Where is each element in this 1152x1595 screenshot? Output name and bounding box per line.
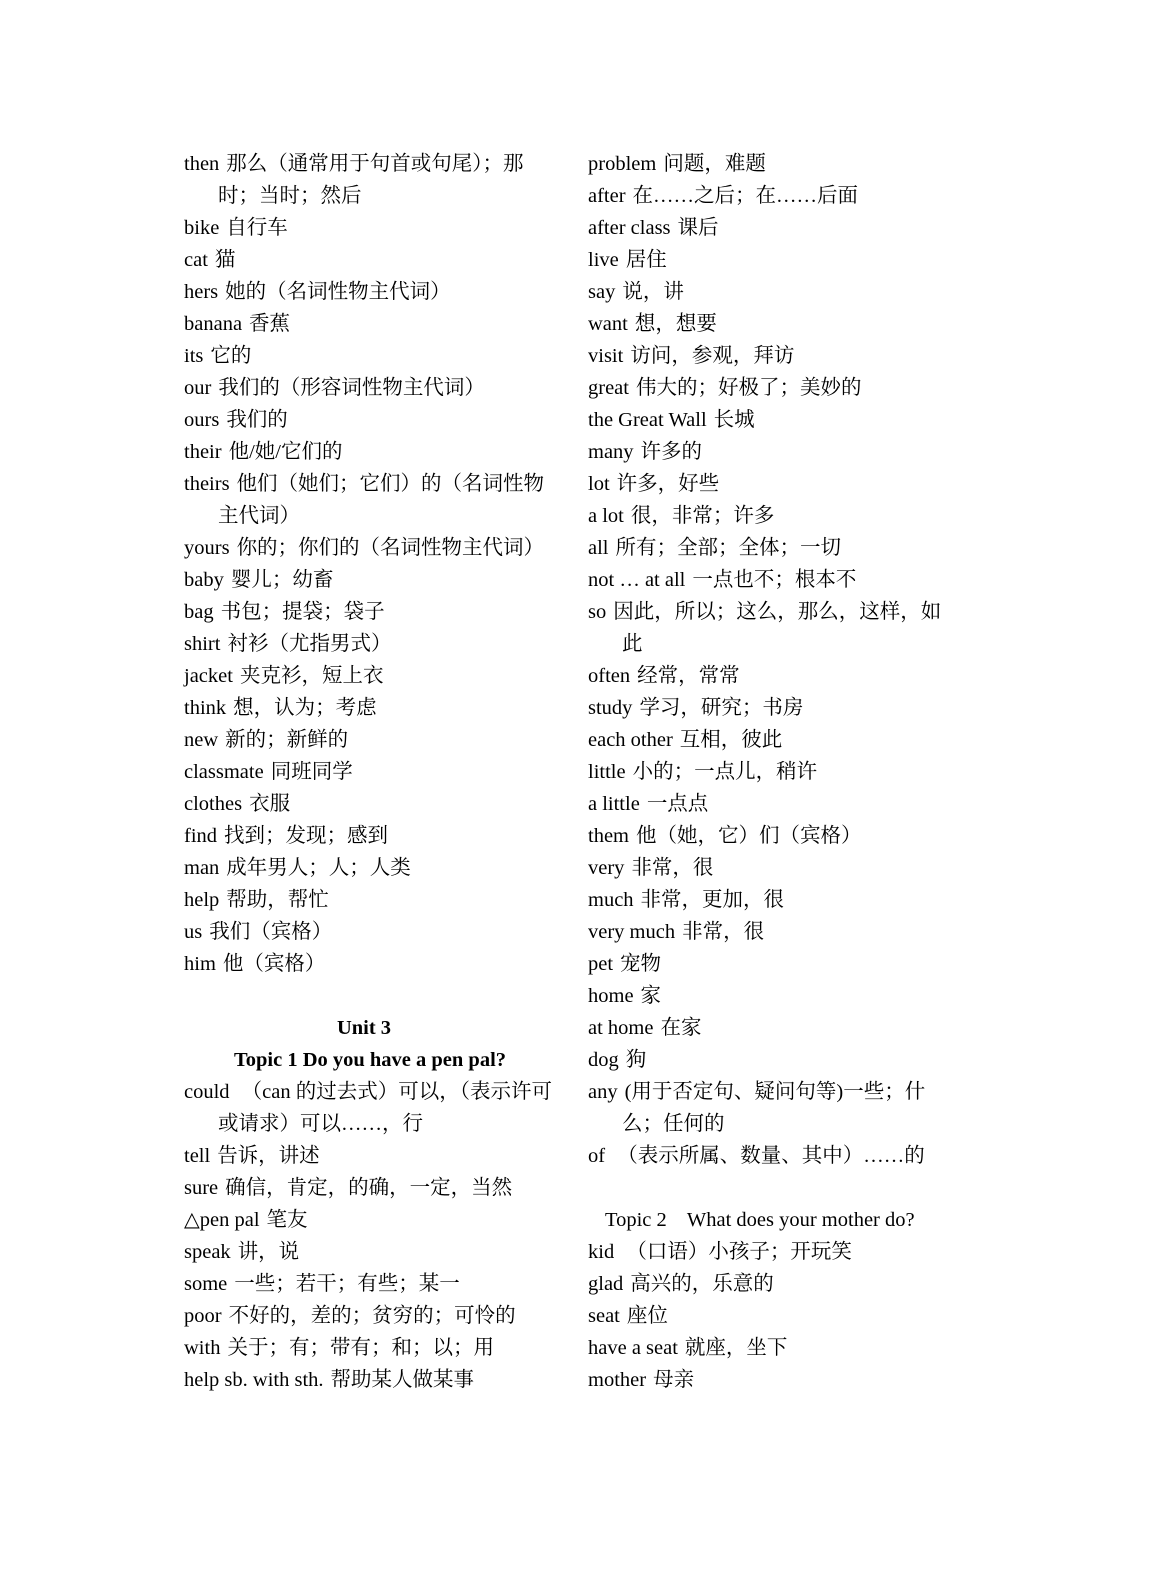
vocab-entry xyxy=(588,1364,960,1396)
vocab-meaning: 不好的，差的；贫穷的；可怜的 xyxy=(228,1305,516,1327)
vocab-word: find xyxy=(184,825,218,847)
vocab-word: help sb. with sth. xyxy=(184,1369,324,1391)
vocab-meaning: 衣服 xyxy=(249,793,291,815)
vocab-word: seat xyxy=(588,1305,620,1327)
vocab-entry xyxy=(184,852,556,884)
vocab-entry xyxy=(184,532,556,564)
vocab-word: lot xyxy=(588,473,610,495)
vocab-word: classmate xyxy=(184,761,264,783)
vocab-word: bike xyxy=(184,217,220,239)
vocab-entry xyxy=(184,148,556,212)
vocab-word: our xyxy=(184,377,212,399)
vocab-meaning: 一点点 xyxy=(646,793,709,815)
vocab-word: him xyxy=(184,953,216,975)
vocab-word: little xyxy=(588,761,626,783)
vocab-entry xyxy=(588,788,960,820)
vocab-word: hers xyxy=(184,281,219,303)
vocab-entry xyxy=(184,948,556,980)
vocab-entry xyxy=(184,692,556,724)
vocab-word: banana xyxy=(184,313,243,335)
vocab-word: dog xyxy=(588,1049,619,1071)
vocab-entry xyxy=(588,1268,960,1300)
vocab-word: problem xyxy=(588,153,657,175)
vocab-word: at home xyxy=(588,1017,654,1039)
vocab-meaning: 说，讲 xyxy=(622,281,684,303)
vocab-word: help xyxy=(184,889,220,911)
vocab-word: clothes xyxy=(184,793,243,815)
vocab-meaning: 她的（名词性物主代词） xyxy=(225,281,451,303)
vocab-word: all xyxy=(588,537,609,559)
vocab-entry xyxy=(184,820,556,852)
vocab-entry xyxy=(588,212,960,244)
vocab-meaning: 讲，说 xyxy=(237,1241,300,1263)
vocab-entry xyxy=(184,276,556,308)
vocab-meaning: 自行车 xyxy=(226,217,288,239)
vocab-entry xyxy=(588,596,960,660)
vocab-word: sure xyxy=(184,1177,219,1199)
vocab-entry xyxy=(184,756,556,788)
vocab-meaning: 许多的 xyxy=(640,441,703,463)
vocab-meaning: 我们的（形容词性物主代词） xyxy=(218,377,485,399)
blank-line xyxy=(184,980,556,1012)
vocab-meaning: （口语）小孩子；开玩笑 xyxy=(621,1241,852,1263)
vocab-word: many xyxy=(588,441,634,463)
vocab-meaning: 我们的 xyxy=(226,409,288,431)
vocab-entry xyxy=(184,372,556,404)
vocab-word: poor xyxy=(184,1305,222,1327)
vocab-entry xyxy=(588,404,960,436)
vocab-word: home xyxy=(588,985,634,1007)
vocab-meaning: 课后 xyxy=(677,217,719,239)
vocab-entry xyxy=(184,788,556,820)
vocab-meaning: 猫 xyxy=(214,249,236,271)
vocab-word: tell xyxy=(184,1145,211,1167)
vocab-meaning: 学习，研究；书房 xyxy=(639,697,804,719)
vocab-entry xyxy=(588,148,960,180)
vocab-word: then xyxy=(184,153,220,175)
vocab-entry xyxy=(184,660,556,692)
unit-title: Unit 3 xyxy=(336,1017,392,1039)
topic-2-title: Topic 2 What does your mother do? xyxy=(605,1209,915,1231)
vocab-word: after class xyxy=(588,217,671,239)
vocab-meaning: 香蕉 xyxy=(249,313,291,335)
right-entries-b xyxy=(588,1236,960,1396)
vocab-meaning: 帮助某人做某事 xyxy=(330,1369,475,1391)
vocab-entry xyxy=(588,756,960,788)
vocab-word: great xyxy=(588,377,629,399)
vocab-word: with xyxy=(184,1337,221,1359)
vocab-word: visit xyxy=(588,345,624,367)
vocab-word: any xyxy=(588,1081,618,1103)
vocab-meaning: 访问，参观，拜访 xyxy=(630,345,795,367)
vocab-meaning: 互相，彼此 xyxy=(679,729,783,751)
vocab-meaning: 夹克衫，短上衣 xyxy=(239,665,384,687)
vocab-word: study xyxy=(588,697,633,719)
vocab-entry xyxy=(184,1140,556,1172)
vocab-entry xyxy=(184,1364,556,1396)
vocab-entry xyxy=(588,852,960,884)
vocab-word: could xyxy=(184,1081,230,1103)
vocab-meaning: 伟大的；好极了；美妙的 xyxy=(635,377,862,399)
vocab-entry xyxy=(588,244,960,276)
vocab-entry xyxy=(588,180,960,212)
vocab-meaning: 宠物 xyxy=(620,953,662,975)
vocab-entry xyxy=(588,1300,960,1332)
vocab-entry xyxy=(184,436,556,468)
vocab-entry xyxy=(588,1140,960,1172)
vocab-word: us xyxy=(184,921,203,943)
vocab-word: often xyxy=(588,665,631,687)
vocab-meaning: 座位 xyxy=(626,1305,668,1327)
vocab-entry xyxy=(588,948,960,980)
vocab-word: theirs xyxy=(184,473,230,495)
vocab-word: say xyxy=(588,281,616,303)
vocab-meaning: 母亲 xyxy=(653,1369,695,1391)
vocab-meaning: （表示所属、数量、其中）……的 xyxy=(612,1145,925,1167)
vocab-meaning: 新的；新鲜的 xyxy=(225,729,349,751)
vocab-meaning: 非常，很 xyxy=(631,857,714,879)
vocab-meaning: 他/她/它们的 xyxy=(228,441,343,463)
vocab-entry xyxy=(184,212,556,244)
vocab-word: think xyxy=(184,697,227,719)
vocab-word: △pen pal xyxy=(184,1209,260,1231)
vocab-entry xyxy=(184,1332,556,1364)
vocab-entry xyxy=(588,276,960,308)
vocab-meaning: 在家 xyxy=(660,1017,702,1039)
vocab-meaning: 因此，所以；这么，那么，这样，如此 xyxy=(613,601,942,655)
vocab-entry xyxy=(588,468,960,500)
vocab-meaning: 经常，常常 xyxy=(637,665,740,687)
vocab-meaning: 他们（她们；它们）的（名词性物主代词） xyxy=(218,473,545,527)
vocab-meaning: 一些；若干；有些；某一 xyxy=(234,1273,460,1295)
vocab-word: each other xyxy=(588,729,673,751)
vocab-meaning: 高兴的，乐意的 xyxy=(630,1273,774,1295)
right-column xyxy=(588,148,960,1396)
vocab-entry xyxy=(184,308,556,340)
vocab-meaning: 那么（通常用于句首或句尾）；那时；当时；然后 xyxy=(218,153,524,207)
vocab-word: a lot xyxy=(588,505,624,527)
vocab-word: so xyxy=(588,601,607,623)
vocab-meaning: 书包；提袋；袋子 xyxy=(220,601,385,623)
vocab-entry xyxy=(588,884,960,916)
vocab-meaning: 想，想要 xyxy=(634,313,717,335)
vocab-meaning: 笔友 xyxy=(266,1209,308,1231)
vocab-word: ours xyxy=(184,409,220,431)
vocab-entry xyxy=(588,660,960,692)
vocab-meaning: （can 的过去式）可以，（表示许可或请求）可以……，行 xyxy=(218,1081,552,1135)
vocab-word: bag xyxy=(184,601,214,623)
vocab-entry xyxy=(588,820,960,852)
vocab-word: shirt xyxy=(184,633,221,655)
vocab-entry xyxy=(588,1044,960,1076)
vocab-meaning: 居住 xyxy=(625,249,667,271)
vocab-meaning: 非常，很 xyxy=(682,921,765,943)
topic-1-title: Topic 1 Do you have a pen pal? xyxy=(233,1049,507,1071)
vocab-meaning: 小的；一点儿，稍许 xyxy=(632,761,818,783)
vocab-meaning: 找到；发现；感到 xyxy=(224,825,389,847)
left-entries-a xyxy=(184,148,556,980)
vocab-meaning: 帮助，帮忙 xyxy=(226,889,329,911)
vocab-word: the Great Wall xyxy=(588,409,707,431)
right-entries-a xyxy=(588,148,960,1172)
vocab-meaning: 长城 xyxy=(713,409,755,431)
vocab-word: much xyxy=(588,889,634,911)
vocab-word: cat xyxy=(184,249,208,271)
vocab-entry xyxy=(588,980,960,1012)
vocab-word: man xyxy=(184,857,220,879)
vocab-meaning: 成年男人；人；人类 xyxy=(226,857,411,879)
blank-line xyxy=(588,1172,960,1204)
vocab-entry xyxy=(184,916,556,948)
vocab-meaning: 狗 xyxy=(625,1049,647,1071)
vocab-meaning: 告诉，讲述 xyxy=(217,1145,320,1167)
vocab-word: baby xyxy=(184,569,224,591)
vocab-word: glad xyxy=(588,1273,624,1295)
vocab-word: new xyxy=(184,729,219,751)
vocab-word: jacket xyxy=(184,665,233,687)
vocab-entry xyxy=(588,1236,960,1268)
vocab-meaning: 你的；你们的（名词性物主代词） xyxy=(236,537,545,559)
vocab-entry xyxy=(588,564,960,596)
vocab-word: kid xyxy=(588,1241,615,1263)
vocab-word: its xyxy=(184,345,204,367)
vocab-entry xyxy=(184,884,556,916)
vocab-meaning: 很，非常；许多 xyxy=(630,505,775,527)
vocab-word: have a seat xyxy=(588,1337,678,1359)
vocab-word: some xyxy=(184,1273,228,1295)
vocab-entry xyxy=(588,308,960,340)
vocab-word: a little xyxy=(588,793,640,815)
vocab-entry xyxy=(184,244,556,276)
vocab-entry xyxy=(184,596,556,628)
vocab-meaning: 我们（宾格） xyxy=(209,921,333,943)
vocab-meaning: 衬衫（尤指男式） xyxy=(227,633,392,655)
vocab-entry xyxy=(588,340,960,372)
vocab-entry xyxy=(588,692,960,724)
vocab-word: mother xyxy=(588,1369,647,1391)
vocab-meaning: 非常，更加，很 xyxy=(640,889,785,911)
vocab-meaning: 在……之后；在……后面 xyxy=(632,185,859,207)
vocab-word: very much xyxy=(588,921,676,943)
vocab-word: not … at all xyxy=(588,569,686,591)
vocab-meaning: 它的 xyxy=(210,345,252,367)
vocab-word: live xyxy=(588,249,619,271)
vocab-entry xyxy=(184,628,556,660)
vocab-meaning: 就座，坐下 xyxy=(684,1337,788,1359)
vocab-entry xyxy=(184,340,556,372)
vocab-meaning: 一点也不；根本不 xyxy=(692,569,857,591)
vocab-meaning: 他（宾格） xyxy=(222,953,326,975)
vocab-word: speak xyxy=(184,1241,231,1263)
vocab-entry xyxy=(184,1268,556,1300)
vocab-word: pet xyxy=(588,953,614,975)
vocab-word: very xyxy=(588,857,625,879)
vocab-entry xyxy=(184,1204,556,1236)
vocab-meaning: 婴儿；幼畜 xyxy=(230,569,334,591)
vocab-word: yours xyxy=(184,537,230,559)
vocab-entry xyxy=(184,724,556,756)
vocab-entry xyxy=(588,724,960,756)
vocab-entry xyxy=(184,1172,556,1204)
vocab-meaning: 问题，难题 xyxy=(663,153,766,175)
vocab-meaning: 同班同学 xyxy=(270,761,353,783)
vocab-entry xyxy=(184,1236,556,1268)
vocab-meaning: 他（她，它）们（宾格） xyxy=(636,825,862,847)
left-column xyxy=(184,148,556,1396)
vocab-meaning: 确信，肯定，的确，一定，当然 xyxy=(225,1177,513,1199)
vocab-word: of xyxy=(588,1145,606,1167)
vocab-entry xyxy=(588,500,960,532)
left-entries-b xyxy=(184,1076,556,1396)
vocab-entry xyxy=(184,1300,556,1332)
vocab-entry xyxy=(184,468,556,532)
vocab-meaning: 关于；有；带有；和；以；用 xyxy=(227,1337,494,1359)
vocab-meaning: (用于否定句、疑问句等)一些；什么；任何的 xyxy=(622,1081,926,1135)
vocab-entry xyxy=(184,404,556,436)
vocab-meaning: 想，认为；考虑 xyxy=(233,697,377,719)
vocab-entry xyxy=(588,1012,960,1044)
vocab-meaning: 家 xyxy=(640,985,662,1007)
vocab-meaning: 许多，好些 xyxy=(616,473,720,495)
vocab-word: want xyxy=(588,313,628,335)
vocab-word: them xyxy=(588,825,629,847)
vocab-entry xyxy=(588,532,960,564)
vocab-entry xyxy=(588,916,960,948)
vocab-entry xyxy=(588,1076,960,1140)
vocab-word: after xyxy=(588,185,626,207)
vocab-entry xyxy=(588,372,960,404)
vocab-entry xyxy=(588,436,960,468)
vocab-entry xyxy=(184,1076,556,1140)
vocab-word: their xyxy=(184,441,222,463)
vocab-meaning: 所有；全部；全体；一切 xyxy=(615,537,841,559)
vocab-entry xyxy=(184,564,556,596)
vocab-entry xyxy=(588,1332,960,1364)
